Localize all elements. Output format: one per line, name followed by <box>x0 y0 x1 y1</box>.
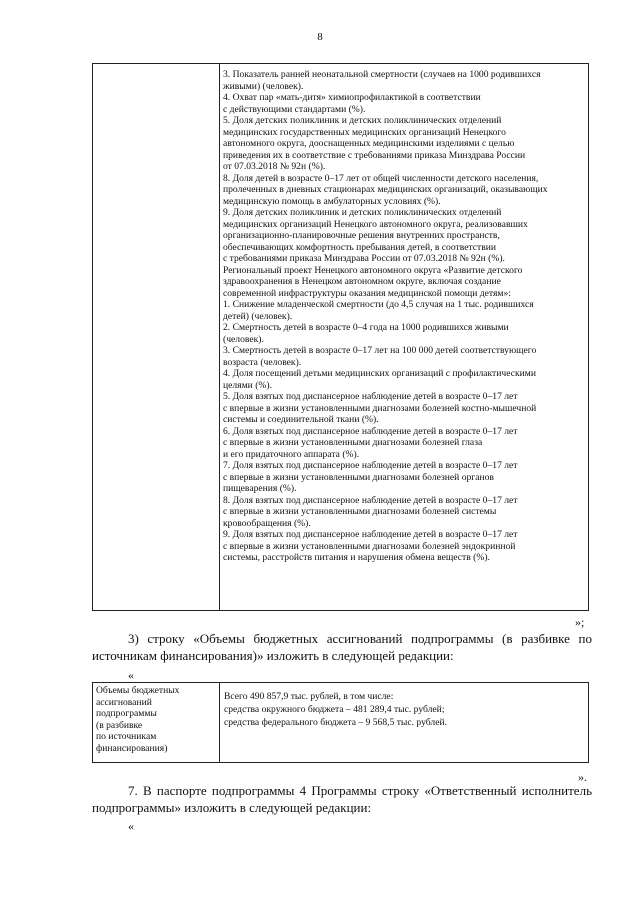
budget-label-line: финансирования) <box>96 742 168 754</box>
budget-label-line: (в разбивке <box>96 719 143 731</box>
indicator-line: современной инфраструктуры оказания медицинской помощи детям»: <box>223 287 511 299</box>
indicator-line: системы, расстройств питания и нарушения обмена веществ (%). <box>223 552 490 563</box>
indicator-line: приведения их в соответствие с требованиями приказа Минздрава России <box>223 149 526 161</box>
budget-label-cell <box>96 685 216 754</box>
budget-value-cell <box>224 690 584 729</box>
opening-quote: « <box>128 668 134 682</box>
indicator-line: (человек). <box>223 333 264 345</box>
paragraph-7: 7. В паспорте подпрограммы 4 Программы строку «Ответственный исполнитель подпрограммы» изложить в следующей редакции: <box>92 783 592 815</box>
budget-label-line: подпрограммы <box>96 708 157 719</box>
budget-value-line: Всего 490 857,9 тыс. рублей, в том числе: <box>224 691 394 702</box>
indicators-list <box>223 69 585 564</box>
indicator-line: обеспечивающих комфортность пребывания детей, в соответствии <box>223 241 497 253</box>
indicator-line: с впервые в жизни установленными диагнозами болезней органов <box>223 471 494 483</box>
indicator-line: 2. Смертность детей в возрасте 0–4 года на 1000 родившихся живыми <box>223 322 509 333</box>
column-divider <box>219 683 220 762</box>
budget-value-line: средства окружного бюджета – 481 289,4 тыс. рублей; <box>224 704 445 715</box>
indicator-line: 8. Доля детей в возрасте 0–17 лет от общей численности детского населения, <box>223 172 539 184</box>
indicator-line: 1. Снижение младенческой смертности (до 4,5 случая на 1 тыс. родившихся <box>223 299 534 310</box>
indicator-line: Региональный проект Ненецкого автономного округа «Развитие детского <box>223 264 523 276</box>
indicator-line: автономного округа, дооснащенных медицинскими изделиями с целью <box>223 138 515 149</box>
indicator-line: пролеченных в дневных стационарах медицинских организаций, оказывающих <box>223 184 548 195</box>
budget-label-line: Объемы бюджетных <box>96 685 180 696</box>
indicator-line: и его придаточного аппарата (%). <box>223 448 360 460</box>
indicator-line: пищеварения (%). <box>223 483 297 494</box>
closing-quote: »; <box>575 615 585 629</box>
budget-table <box>92 682 589 763</box>
budget-value-line: средства федерального бюджета – 9 568,5 тыс. рублей. <box>224 717 447 728</box>
indicator-line: детей) (человек). <box>223 310 293 322</box>
indicators-table <box>92 63 589 611</box>
page-number: 8 <box>317 31 323 43</box>
indicator-line: 5. Доля взятых под диспансерное наблюдение детей в возрасте 0–17 лет <box>223 391 518 402</box>
indicator-line: 6. Доля взятых под диспансерное наблюдение детей в возрасте 0–17 лет <box>223 425 518 437</box>
indicator-line: с впервые в жизни установленными диагнозами болезней костно-мышечной <box>223 402 537 414</box>
budget-label-line: по источникам <box>96 731 157 742</box>
indicator-line: 5. Доля детских поликлиник и детских поликлинических отделений <box>223 115 502 126</box>
indicator-line: с требованиями приказа Минздрава России от 07.03.2018 № 92н (%). <box>223 253 505 264</box>
indicator-line: возраста (человек). <box>223 356 302 368</box>
indicator-line: 3. Показатель ранней неонатальной смертности (случаев на 1000 родившихся <box>223 69 541 80</box>
indicator-line: живыми) (человек). <box>223 80 304 92</box>
indicator-line: с впервые в жизни установленными диагнозами болезней эндокринной <box>223 540 516 552</box>
indicator-line: медицинскую помощь в амбулаторных условиях (%). <box>223 195 441 207</box>
indicator-line: 7. Доля взятых под диспансерное наблюдение детей в возрасте 0–17 лет <box>223 460 518 471</box>
indicator-line: 8. Доля взятых под диспансерное наблюдение детей в возрасте 0–17 лет <box>223 494 518 506</box>
paragraph-3: 3) строку «Объемы бюджетных ассигнований подпрограммы (в разбивке по источникам финансирования)» изложить в следующей редакции: <box>92 631 592 663</box>
indicator-line: 4. Доля посещений детьми медицинских организаций с профилактическими <box>223 368 536 379</box>
indicator-line: кровообращения (%). <box>223 517 311 529</box>
column-divider <box>219 64 220 610</box>
indicator-line: с впервые в жизни установленными диагнозами болезней системы <box>223 506 497 517</box>
indicator-line: с впервые в жизни установленными диагнозами болезней глаза <box>223 437 483 448</box>
budget-label-line: ассигнований <box>96 696 152 708</box>
opening-quote: « <box>128 819 134 833</box>
closing-quote: ». <box>578 770 587 784</box>
indicator-line: 9. Доля взятых под диспансерное наблюдение детей в возрасте 0–17 лет <box>223 529 518 540</box>
indicator-line: 3. Смертность детей в возрасте 0–17 лет на 100 000 детей соответствующего <box>223 345 537 356</box>
indicator-line: с действующими стандартами (%). <box>223 103 366 115</box>
indicator-line: от 07.03.2018 № 92н (%). <box>223 161 326 172</box>
indicator-line: медицинских организаций Ненецкого автономного округа, реализовавших <box>223 218 528 230</box>
indicator-line: системы и соединительной ткани (%). <box>223 414 379 425</box>
indicator-line: здравоохранения в Ненецком автономном округе, включая создание <box>223 276 501 287</box>
indicator-line: медицинских государственных медицинских организаций Ненецкого <box>223 126 506 138</box>
indicator-line: 4. Охват пар «мать-дитя» химиопрофилактикой в соответствии <box>223 92 481 103</box>
indicator-line: 9. Доля детских поликлиник и детских поликлинических отделений <box>223 207 502 218</box>
indicator-line: целями (%). <box>223 379 272 391</box>
indicator-line: организационно-планировочные решения внутренних пространств, <box>223 230 500 241</box>
